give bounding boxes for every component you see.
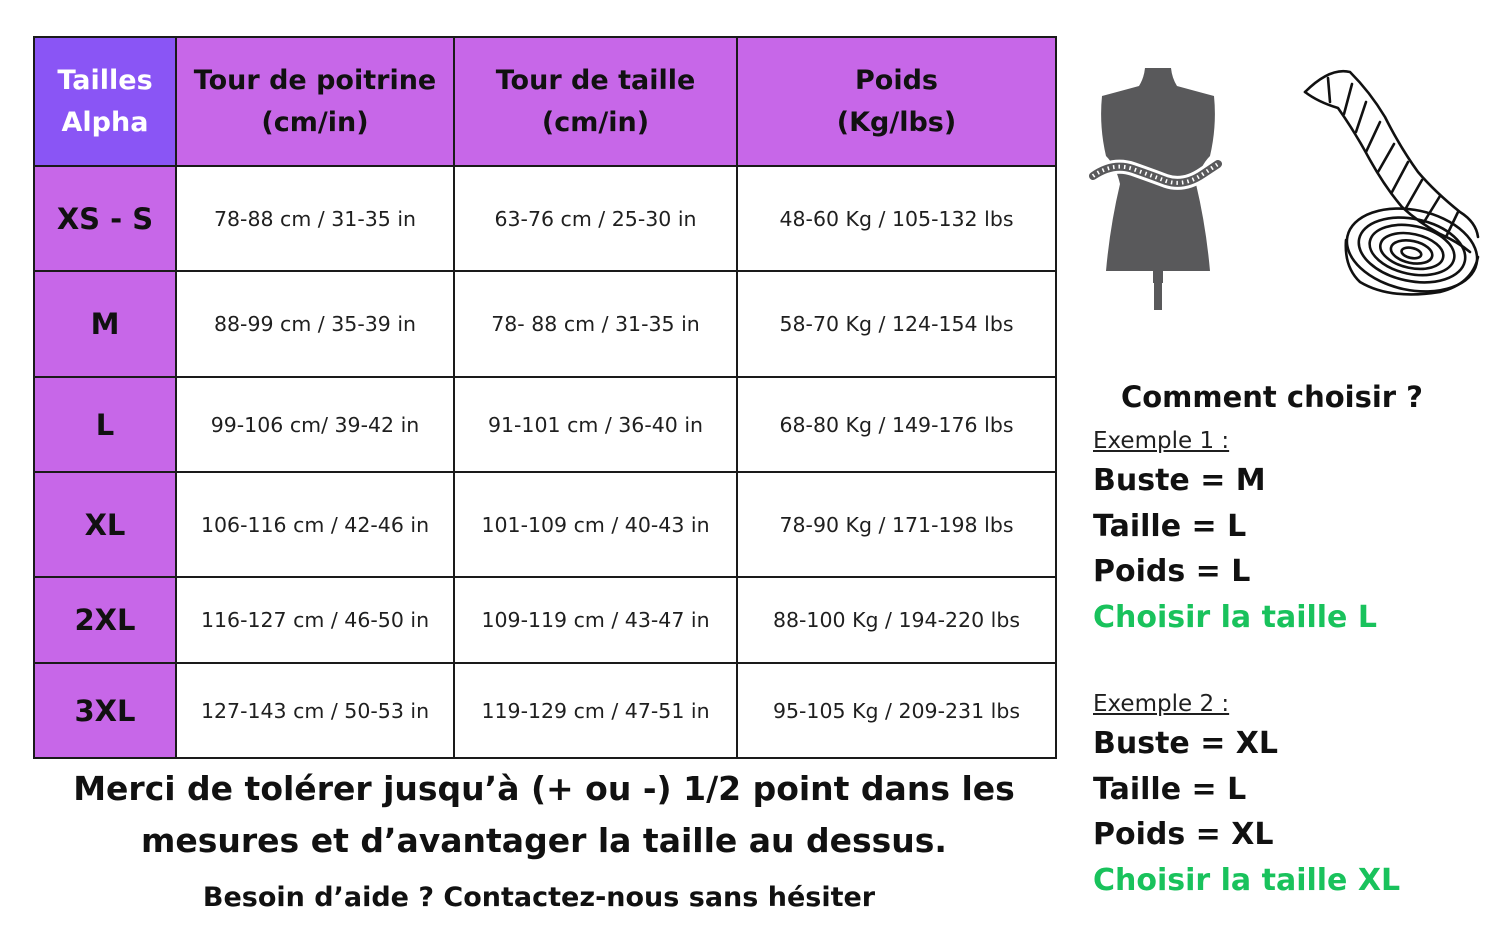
chest-cell: 106-116 cm / 42-46 in (176, 472, 454, 577)
header-chest-line2: (cm/in) (261, 106, 369, 138)
table-row (34, 472, 1056, 577)
table-header-row (34, 37, 1056, 166)
mannequin-icon (1088, 66, 1228, 312)
chest-cell: 116-127 cm / 46-50 in (176, 577, 454, 663)
weight-cell: 95-105 Kg / 209-231 lbs (737, 663, 1056, 758)
weight-cell: 78-90 Kg / 171-198 lbs (737, 472, 1056, 577)
tolerance-note-line1: Merci de tolérer jusqu’à (+ ou -) 1/2 point dans les (73, 769, 1015, 808)
weight-cell: 88-100 Kg / 194-220 lbs (737, 577, 1056, 663)
waist-cell: 101-109 cm / 40-43 in (454, 472, 737, 577)
size-label: 3XL (34, 663, 176, 758)
header-waist-line1: Tour de taille (495, 64, 696, 96)
help-note: Besoin d’aide ? Contactez-nous sans hésiter (202, 882, 876, 913)
header-chest (176, 37, 454, 166)
waist-cell: 63-76 cm / 25-30 in (454, 166, 737, 271)
table-row (34, 377, 1056, 472)
table-row (34, 166, 1056, 271)
example-waist-line: Taille = L (1093, 771, 1247, 807)
chest-cell: 99-106 cm/ 39-42 in (176, 377, 454, 472)
example-choice: Choisir la taille L (1093, 599, 1377, 635)
header-weight-line1: Poids (855, 64, 938, 96)
example-1 (1093, 424, 1493, 640)
size-label: 2XL (34, 577, 176, 663)
example-weight-line: Poids = L (1093, 554, 1251, 589)
header-weight (737, 37, 1056, 166)
waist-cell: 78- 88 cm / 31-35 in (454, 271, 737, 377)
example-2 (1093, 687, 1493, 903)
example-heading: Exemple 2 : (1093, 691, 1230, 717)
header-weight-line2: (Kg/lbs) (836, 106, 957, 138)
example-waist-line: Taille = L (1093, 508, 1247, 544)
chest-cell: 88-99 cm / 35-39 in (176, 271, 454, 377)
weight-cell: 68-80 Kg / 149-176 lbs (737, 377, 1056, 472)
weight-cell: 58-70 Kg / 124-154 lbs (737, 271, 1056, 377)
waist-cell: 119-129 cm / 47-51 in (454, 663, 737, 758)
measuring-tape-icon (1300, 62, 1485, 297)
example-heading: Exemple 1 : (1093, 428, 1230, 454)
chest-cell: 127-143 cm / 50-53 in (176, 663, 454, 758)
size-label: XS - S (34, 166, 176, 271)
chest-cell: 78-88 cm / 31-35 in (176, 166, 454, 271)
example-bust-line: Buste = XL (1093, 726, 1279, 761)
example-weight-line: Poids = XL (1093, 817, 1274, 852)
size-label: XL (34, 472, 176, 577)
guide-title: Comment choisir ? (1120, 380, 1424, 414)
header-size (34, 37, 176, 166)
size-label: M (34, 271, 176, 377)
weight-cell: 48-60 Kg / 105-132 lbs (737, 166, 1056, 271)
tolerance-note-line2: mesures et d’avantager la taille au dessus. (141, 821, 947, 860)
table-row (34, 663, 1056, 758)
size-chart-table (33, 36, 1057, 759)
example-bust-line: Buste = M (1093, 463, 1266, 498)
table-row (34, 577, 1056, 663)
size-label: L (34, 377, 176, 472)
header-chest-line1: Tour de poitrine (193, 64, 437, 96)
header-waist (454, 37, 737, 166)
waist-cell: 91-101 cm / 36-40 in (454, 377, 737, 472)
header-size-line2: Alpha (61, 106, 149, 138)
header-size-line1: Tailles (57, 64, 153, 96)
header-waist-line2: (cm/in) (541, 106, 650, 138)
table-row (34, 271, 1056, 377)
tolerance-note (33, 763, 1055, 867)
example-choice: Choisir la taille XL (1093, 862, 1401, 898)
waist-cell: 109-119 cm / 43-47 in (454, 577, 737, 663)
